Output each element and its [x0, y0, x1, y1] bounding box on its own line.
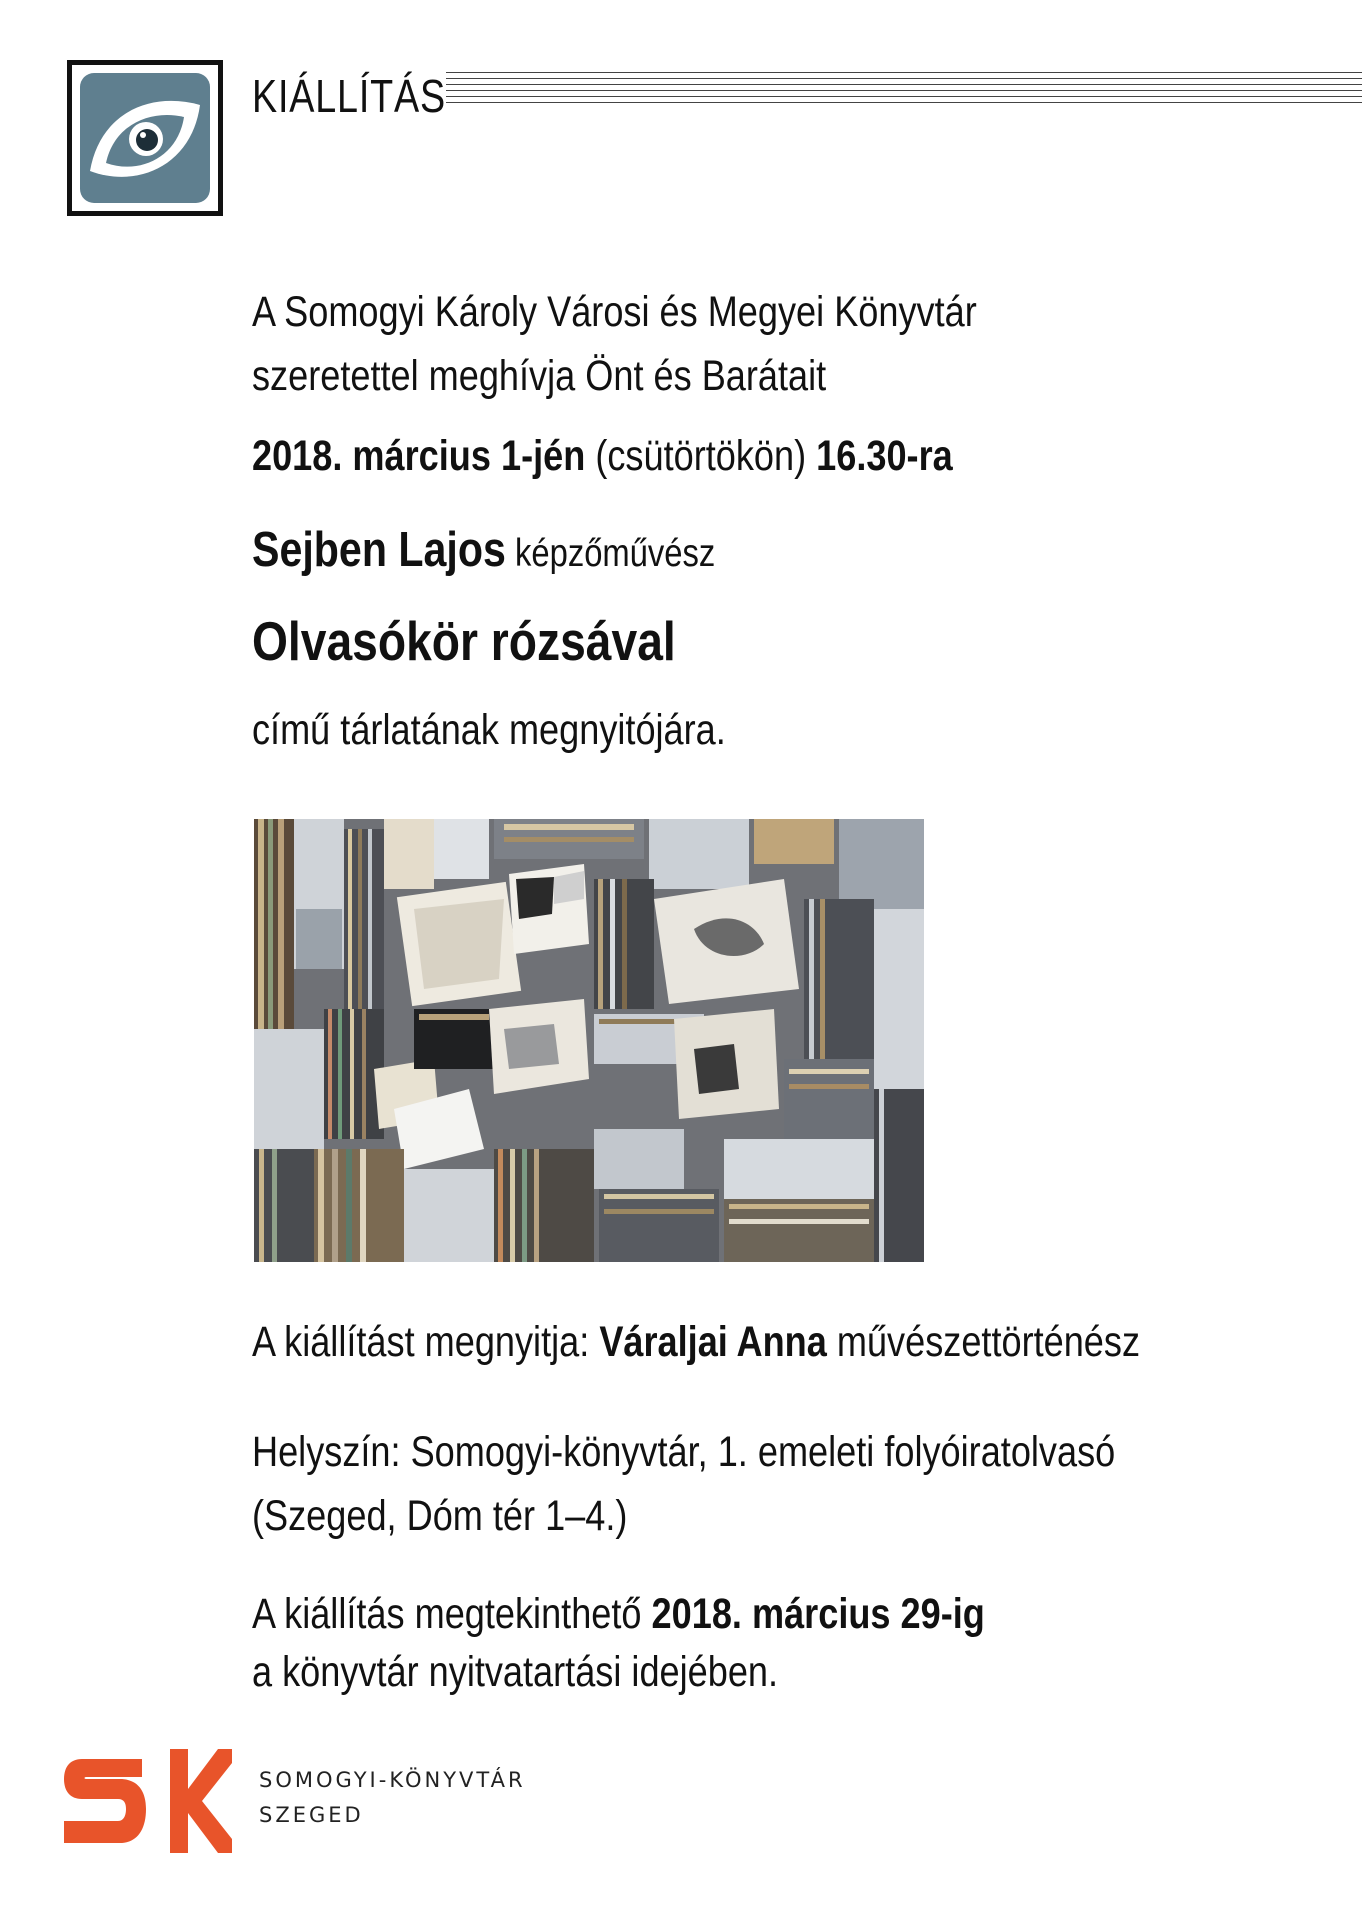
artwork-image — [254, 819, 924, 1262]
opener-role: művészettörténész — [826, 1318, 1141, 1366]
place-block — [252, 1420, 1115, 1548]
eye-icon — [67, 60, 223, 216]
intro-line-2: szeretettel meghívja Önt és Barátait — [252, 352, 827, 400]
sk-logo-graphic — [62, 1745, 232, 1857]
section-label: KIÁLLÍTÁS — [252, 70, 446, 122]
eye-icon-graphic — [80, 73, 210, 203]
footer-line-1: SOMOGYI-KÖNYVTÁR — [259, 1768, 526, 1792]
viewing-block — [252, 1585, 985, 1701]
exhibition-title: Olvasókör rózsával — [252, 610, 676, 672]
artist-name: Sejben Lajos — [252, 523, 506, 577]
place-line-1: Helyszín: Somogyi-könyvtár, 1. emeleti folyóiratolvasó — [252, 1428, 1116, 1476]
viewing-date: 2018. március 29-ig — [651, 1590, 985, 1638]
artist-role: képzőművész — [505, 532, 716, 575]
header-rules — [446, 72, 1362, 112]
event-date: 2018. március 1-jén — [252, 432, 586, 480]
event-day: (csütörtökön) — [585, 432, 817, 480]
opener-prefix: A kiállítást megnyitja: — [252, 1318, 600, 1366]
title-suffix: című tárlatának megnyitójára. — [252, 706, 726, 754]
viewing-line-1 — [252, 1585, 985, 1643]
date-line — [252, 432, 953, 481]
place-line-2: (Szeged, Dóm tér 1–4.) — [252, 1492, 628, 1540]
sk-logo — [62, 1745, 232, 1857]
intro-line-1: A Somogyi Károly Városi és Megyei Könyvtár — [252, 288, 977, 336]
event-time: 16.30-ra — [816, 432, 953, 480]
opener-line — [252, 1318, 1140, 1367]
footer-library-name — [259, 1763, 526, 1833]
opener-name: Váraljai Anna — [599, 1318, 827, 1366]
viewing-line-2: a könyvtár nyitvatartási idejében. — [252, 1648, 779, 1696]
viewing-prefix: A kiállítás megtekinthető — [252, 1590, 652, 1638]
invitation-intro — [252, 280, 977, 408]
book-fragments-collage — [254, 819, 924, 1262]
footer-line-2: SZEGED — [259, 1803, 364, 1827]
artist-line — [252, 522, 715, 578]
